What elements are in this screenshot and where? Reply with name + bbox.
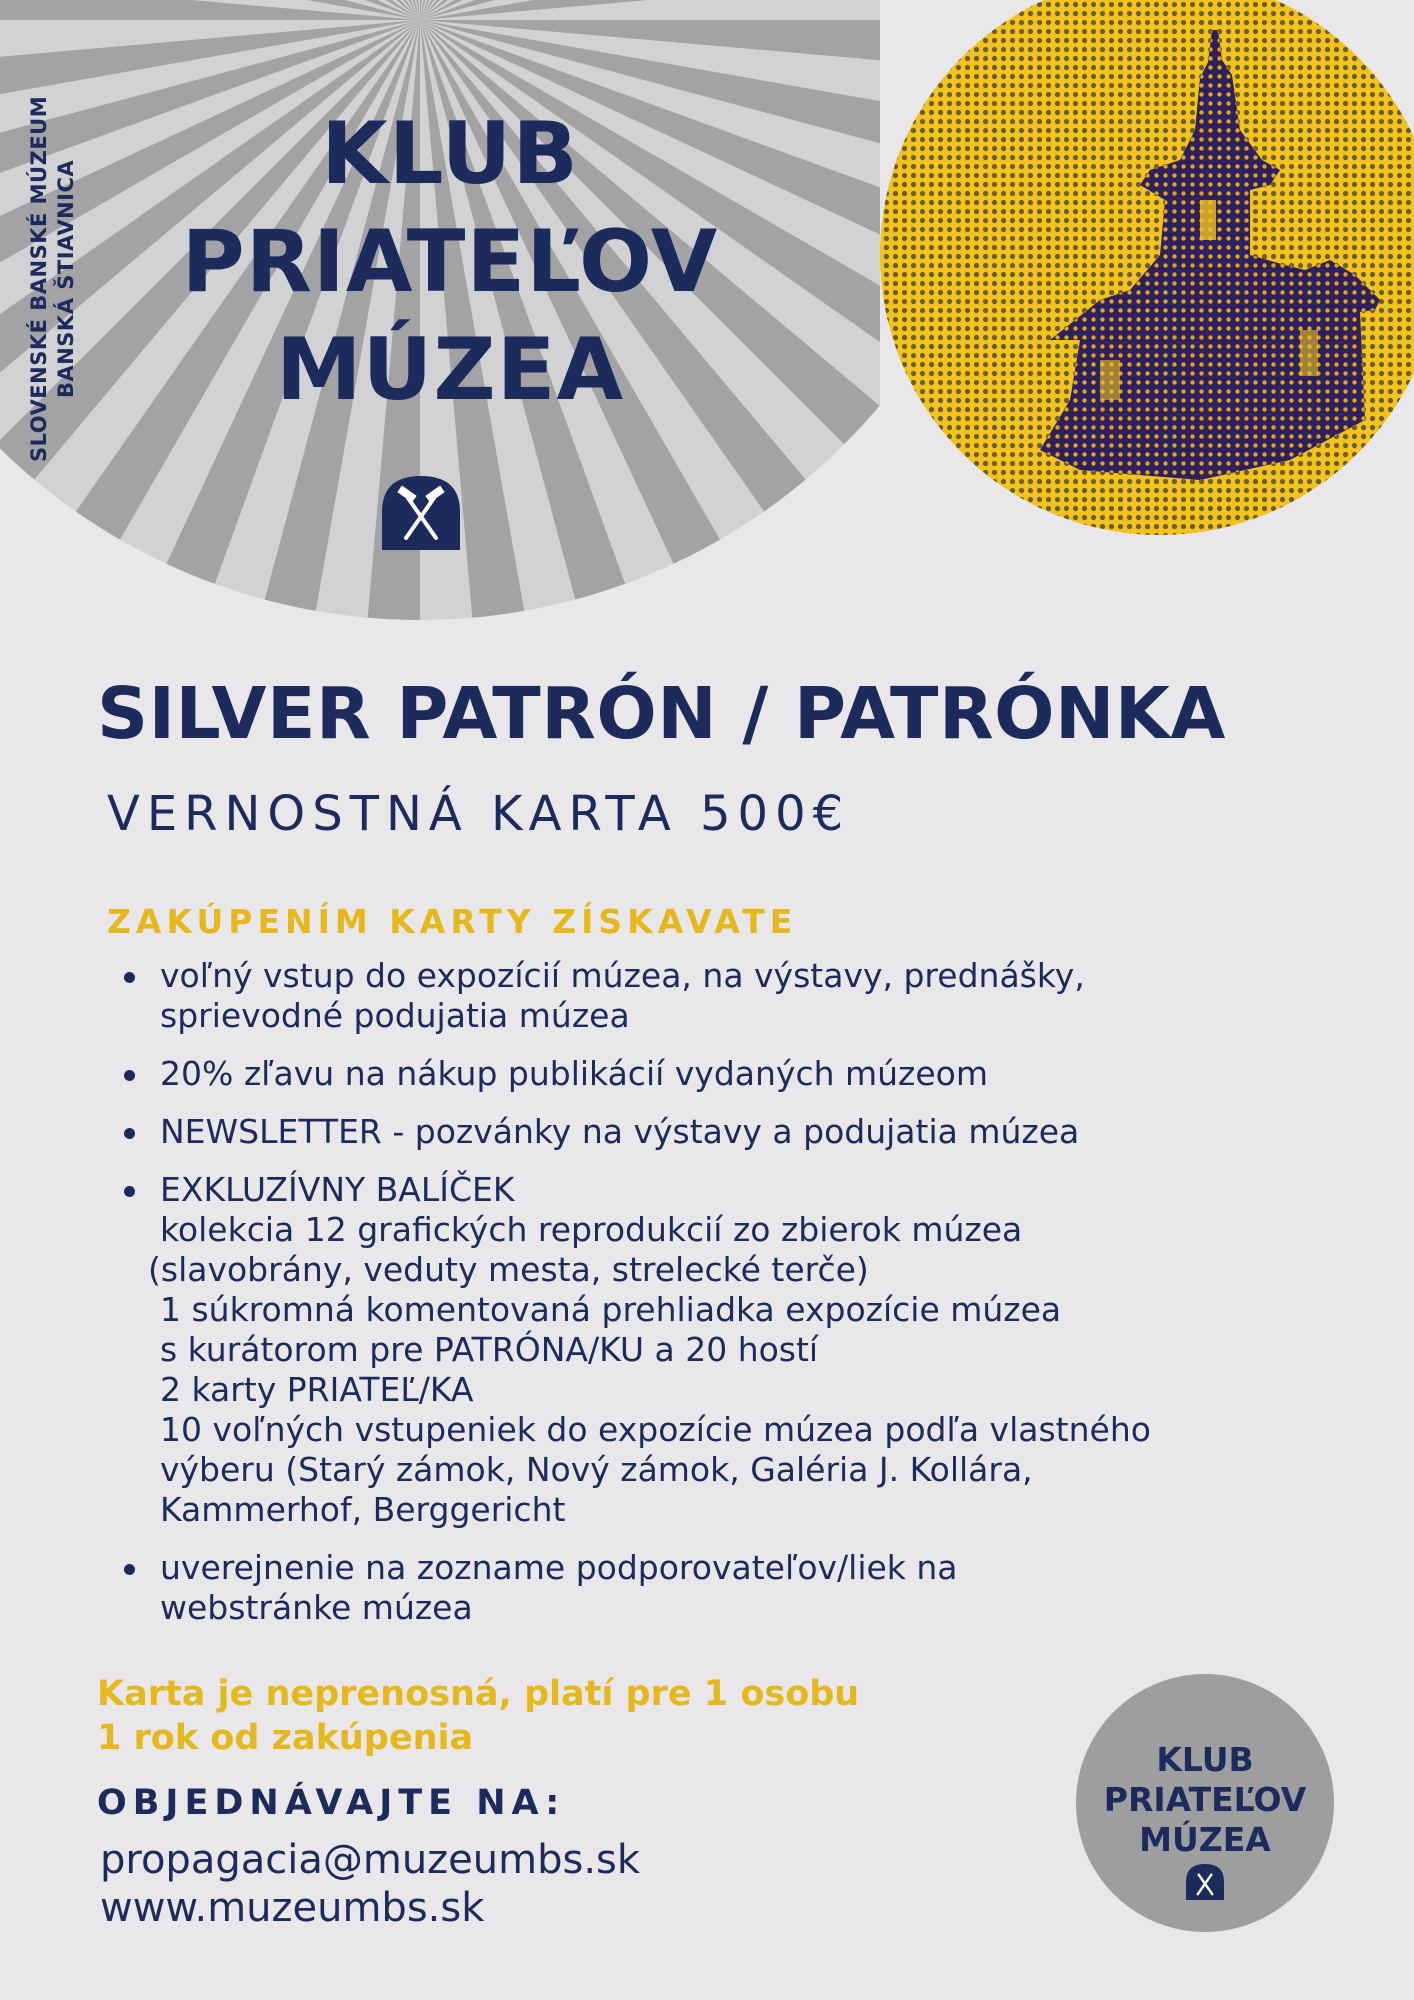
benefit-4-line8: Kammerhof, Berggericht bbox=[160, 1490, 566, 1529]
tower-halftone-image bbox=[875, 0, 1414, 560]
benefit-4-line4: s kurátorom pre PATRÓNA/KU a 20 hostí bbox=[160, 1330, 819, 1369]
benefit-2: 20% zľavu na nákup publikácií vydaných múzeom bbox=[160, 1054, 989, 1093]
club-badge bbox=[1076, 1674, 1334, 1932]
benefit-4-line6: 10 voľných vstupeniek do expozície múzea podľa vlastného bbox=[160, 1410, 1151, 1449]
benefit-3: NEWSLETTER - pozvánky na výstavy a podujatia múzea bbox=[160, 1112, 1080, 1151]
museum-name-line2: BANSKÁ ŠTIAVNICA bbox=[54, 159, 78, 399]
benefit-4-line5: 2 karty PRIATEĽ/KA bbox=[160, 1370, 474, 1409]
club-title-line3: MÚZEA bbox=[275, 320, 625, 420]
benefit-5-line2: webstránke múzea bbox=[160, 1588, 473, 1627]
list-item bbox=[120, 956, 1360, 1036]
list-item bbox=[120, 1054, 1360, 1094]
benefit-4-line7: výberu (Starý zámok, Nový zámok, Galéria J. Kollára, bbox=[160, 1450, 1033, 1489]
benefit-1-line1: voľný vstup do expozícií múzea, na výstavy, prednášky, bbox=[160, 956, 1085, 995]
benefit-4-line3: 1 súkromná komentovaná prehliadka expozície múzea bbox=[160, 1290, 1062, 1329]
museum-name-vertical bbox=[26, 96, 80, 462]
list-item bbox=[120, 1548, 1360, 1628]
list-item bbox=[120, 1170, 1360, 1530]
benefit-4-title: EXKLUZÍVNY BALÍČEK bbox=[160, 1170, 515, 1209]
benefits-title: ZAKÚPENÍM KARTY ZÍSKAVATE bbox=[107, 902, 798, 941]
card-validity-note bbox=[97, 1672, 859, 1760]
benefit-5-line1: uverejnenie na zozname podporovateľov/liek na bbox=[160, 1548, 958, 1587]
order-title: OBJEDNÁVAJTE NA: bbox=[97, 1783, 566, 1823]
note-line2: 1 rok od zakúpenia bbox=[97, 1718, 474, 1758]
club-title-line2: PRIATEĽOV bbox=[181, 212, 719, 312]
card-tier-heading: SILVER PATRÓN / PATRÓNKA bbox=[97, 672, 1226, 755]
club-title-line1: KLUB bbox=[321, 104, 579, 204]
badge-line3: MÚZEA bbox=[1139, 1820, 1271, 1859]
crossed-hammers-icon bbox=[1186, 1864, 1224, 1900]
benefit-1-line2: sprievodné podujatia múzea bbox=[160, 996, 630, 1035]
benefits-list bbox=[120, 956, 1360, 1646]
note-line1: Karta je neprenosná, platí pre 1 osobu bbox=[97, 1674, 860, 1714]
benefit-4-line1: kolekcia 12 grafických reprodukcií zo zbierok múzea bbox=[160, 1210, 1023, 1249]
club-title bbox=[90, 100, 810, 424]
website-link[interactable]: www.muzeumbs.sk bbox=[100, 1885, 485, 1931]
badge-line2: PRIATEĽOV bbox=[1103, 1780, 1307, 1819]
badge-line1: KLUB bbox=[1156, 1740, 1254, 1779]
contact-block bbox=[100, 1836, 640, 1932]
museum-name-line1: SLOVENSKÉ BANSKÉ MÚZEUM bbox=[27, 95, 51, 462]
crossed-hammers-icon bbox=[382, 476, 460, 550]
benefit-4-line2: (slavobrány, veduty mesta, strelecké terče) bbox=[148, 1250, 869, 1289]
card-price-subheading: VERNOSTNÁ KARTA 500€ bbox=[107, 786, 851, 842]
list-item bbox=[120, 1112, 1360, 1152]
email-link[interactable]: propagacia@muzeumbs.sk bbox=[100, 1837, 641, 1883]
badge-text bbox=[1076, 1740, 1334, 1860]
